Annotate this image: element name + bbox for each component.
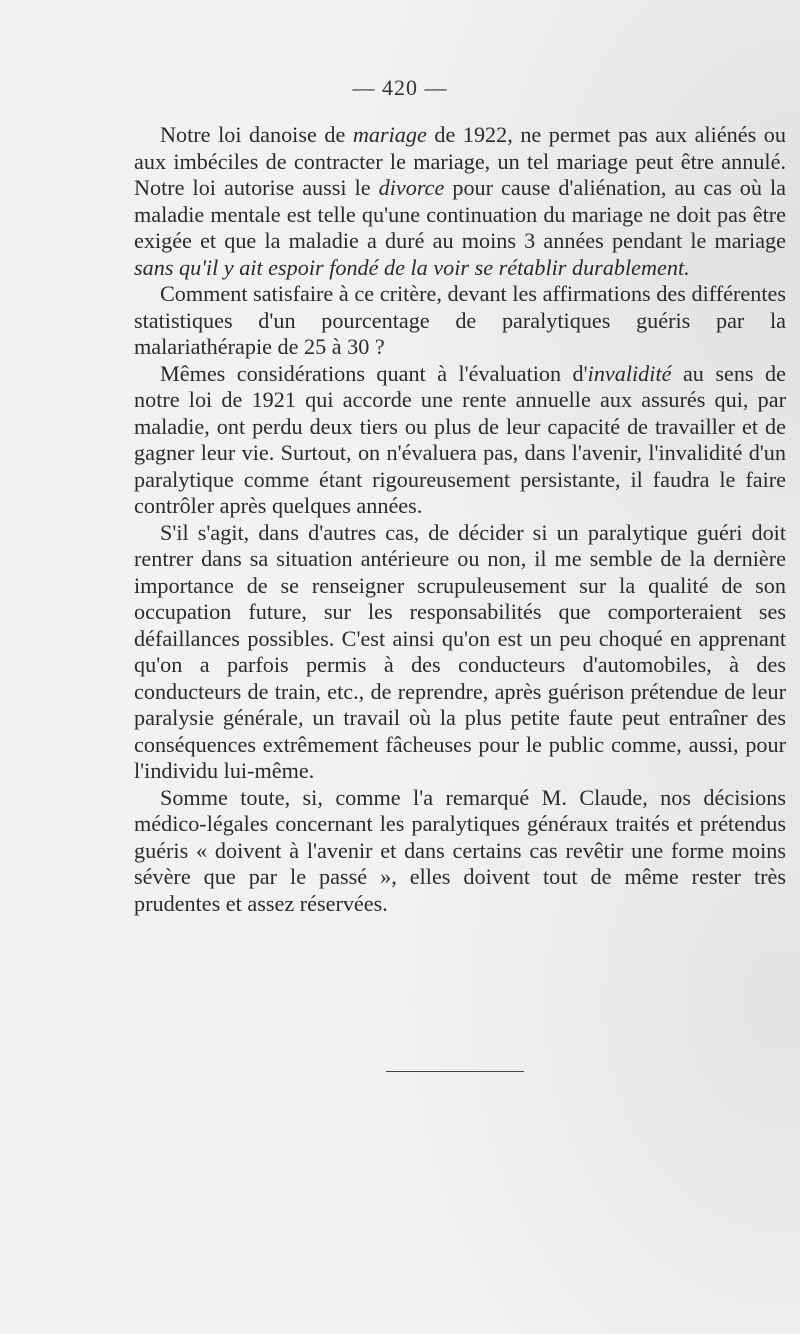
italic-text: sans qu'il y ait espoir fondé de la voir se rétablir durablement. [134,254,690,280]
paragraph [134,361,786,520]
paragraph [134,122,786,281]
text-run: S'il s'agit, dans d'autres cas, de décider si un paralytique guéri doit rentrer dans sa situation antérieure ou non, il me semble de la dernière importance de se renseigner scrupuleusement sur la qualité de son occupation future, sur les responsabilités que comporteraient ses défaillances possibles. C'est ainsi qu'on est un peu choqué en apprenant qu'on a parfois permis à des conducteurs d'automobiles, à des conducteurs de train, etc., de reprendre, après guérison prétendue de leur paralysie générale, un travail où la plus petite faute peut entraîner des conséquences extrêmement fâcheuses pour le public comme, aussi, pour l'individu lui-même. [134,519,786,783]
text-run: pour cause d'aliénation, au cas où la maladie mentale est telle qu'une continuation du mariage ne doit pas être exigée et que la maladie a duré au moins 3 années pendant le mariage [134,175,786,253]
text-run: Notre loi danoise de [160,122,353,147]
paragraph [134,281,786,361]
paragraph [134,520,786,785]
end-rule [386,1071,524,1072]
paragraph [134,785,786,918]
italic-text: divorce [378,175,445,200]
text-run: Mêmes considérations quant à l'évaluation d' [160,360,588,386]
text-run: au sens de notre loi de 1921 qui accorde une rente annuelle aux assurés qui, par maladie, ont perdu deux tiers ou plus de leur capacité de travailler et de gagner leur vie. Surtout, on n'évaluera pas, dans l'avenir, l'invalidité d'un paralytique comme étant rigoureusement persistante, il faudra le faire contrôler après quelques années. [134,360,786,518]
text-run: Somme toute, si, comme l'a remarqué M. Claude, nos décisions médico-légales concernant les paralytiques généraux traités et prétendus guéris « doivent à l'avenir et dans certains cas revêtir une forme moins sévère que par le passé », elles doivent tout de même rester très prudentes et assez réservées. [134,784,786,916]
italic-text: mariage [352,122,427,147]
text-run: de 1922, ne permet pas aux aliénés ou aux imbéciles de contracter le mariage, un tel mariage peut être annulé. Notre loi autorise aussi le [134,122,786,200]
italic-text: invalidité [587,360,672,386]
text-run: Comment satisfaire à ce critère, devant les affirmations des différentes statistiques d'un pourcentage de paralytiques guéris par la malariathérapie de 25 à 30 ? [134,281,786,359]
page-number: — 420 — [352,75,448,100]
body-text [134,122,786,917]
